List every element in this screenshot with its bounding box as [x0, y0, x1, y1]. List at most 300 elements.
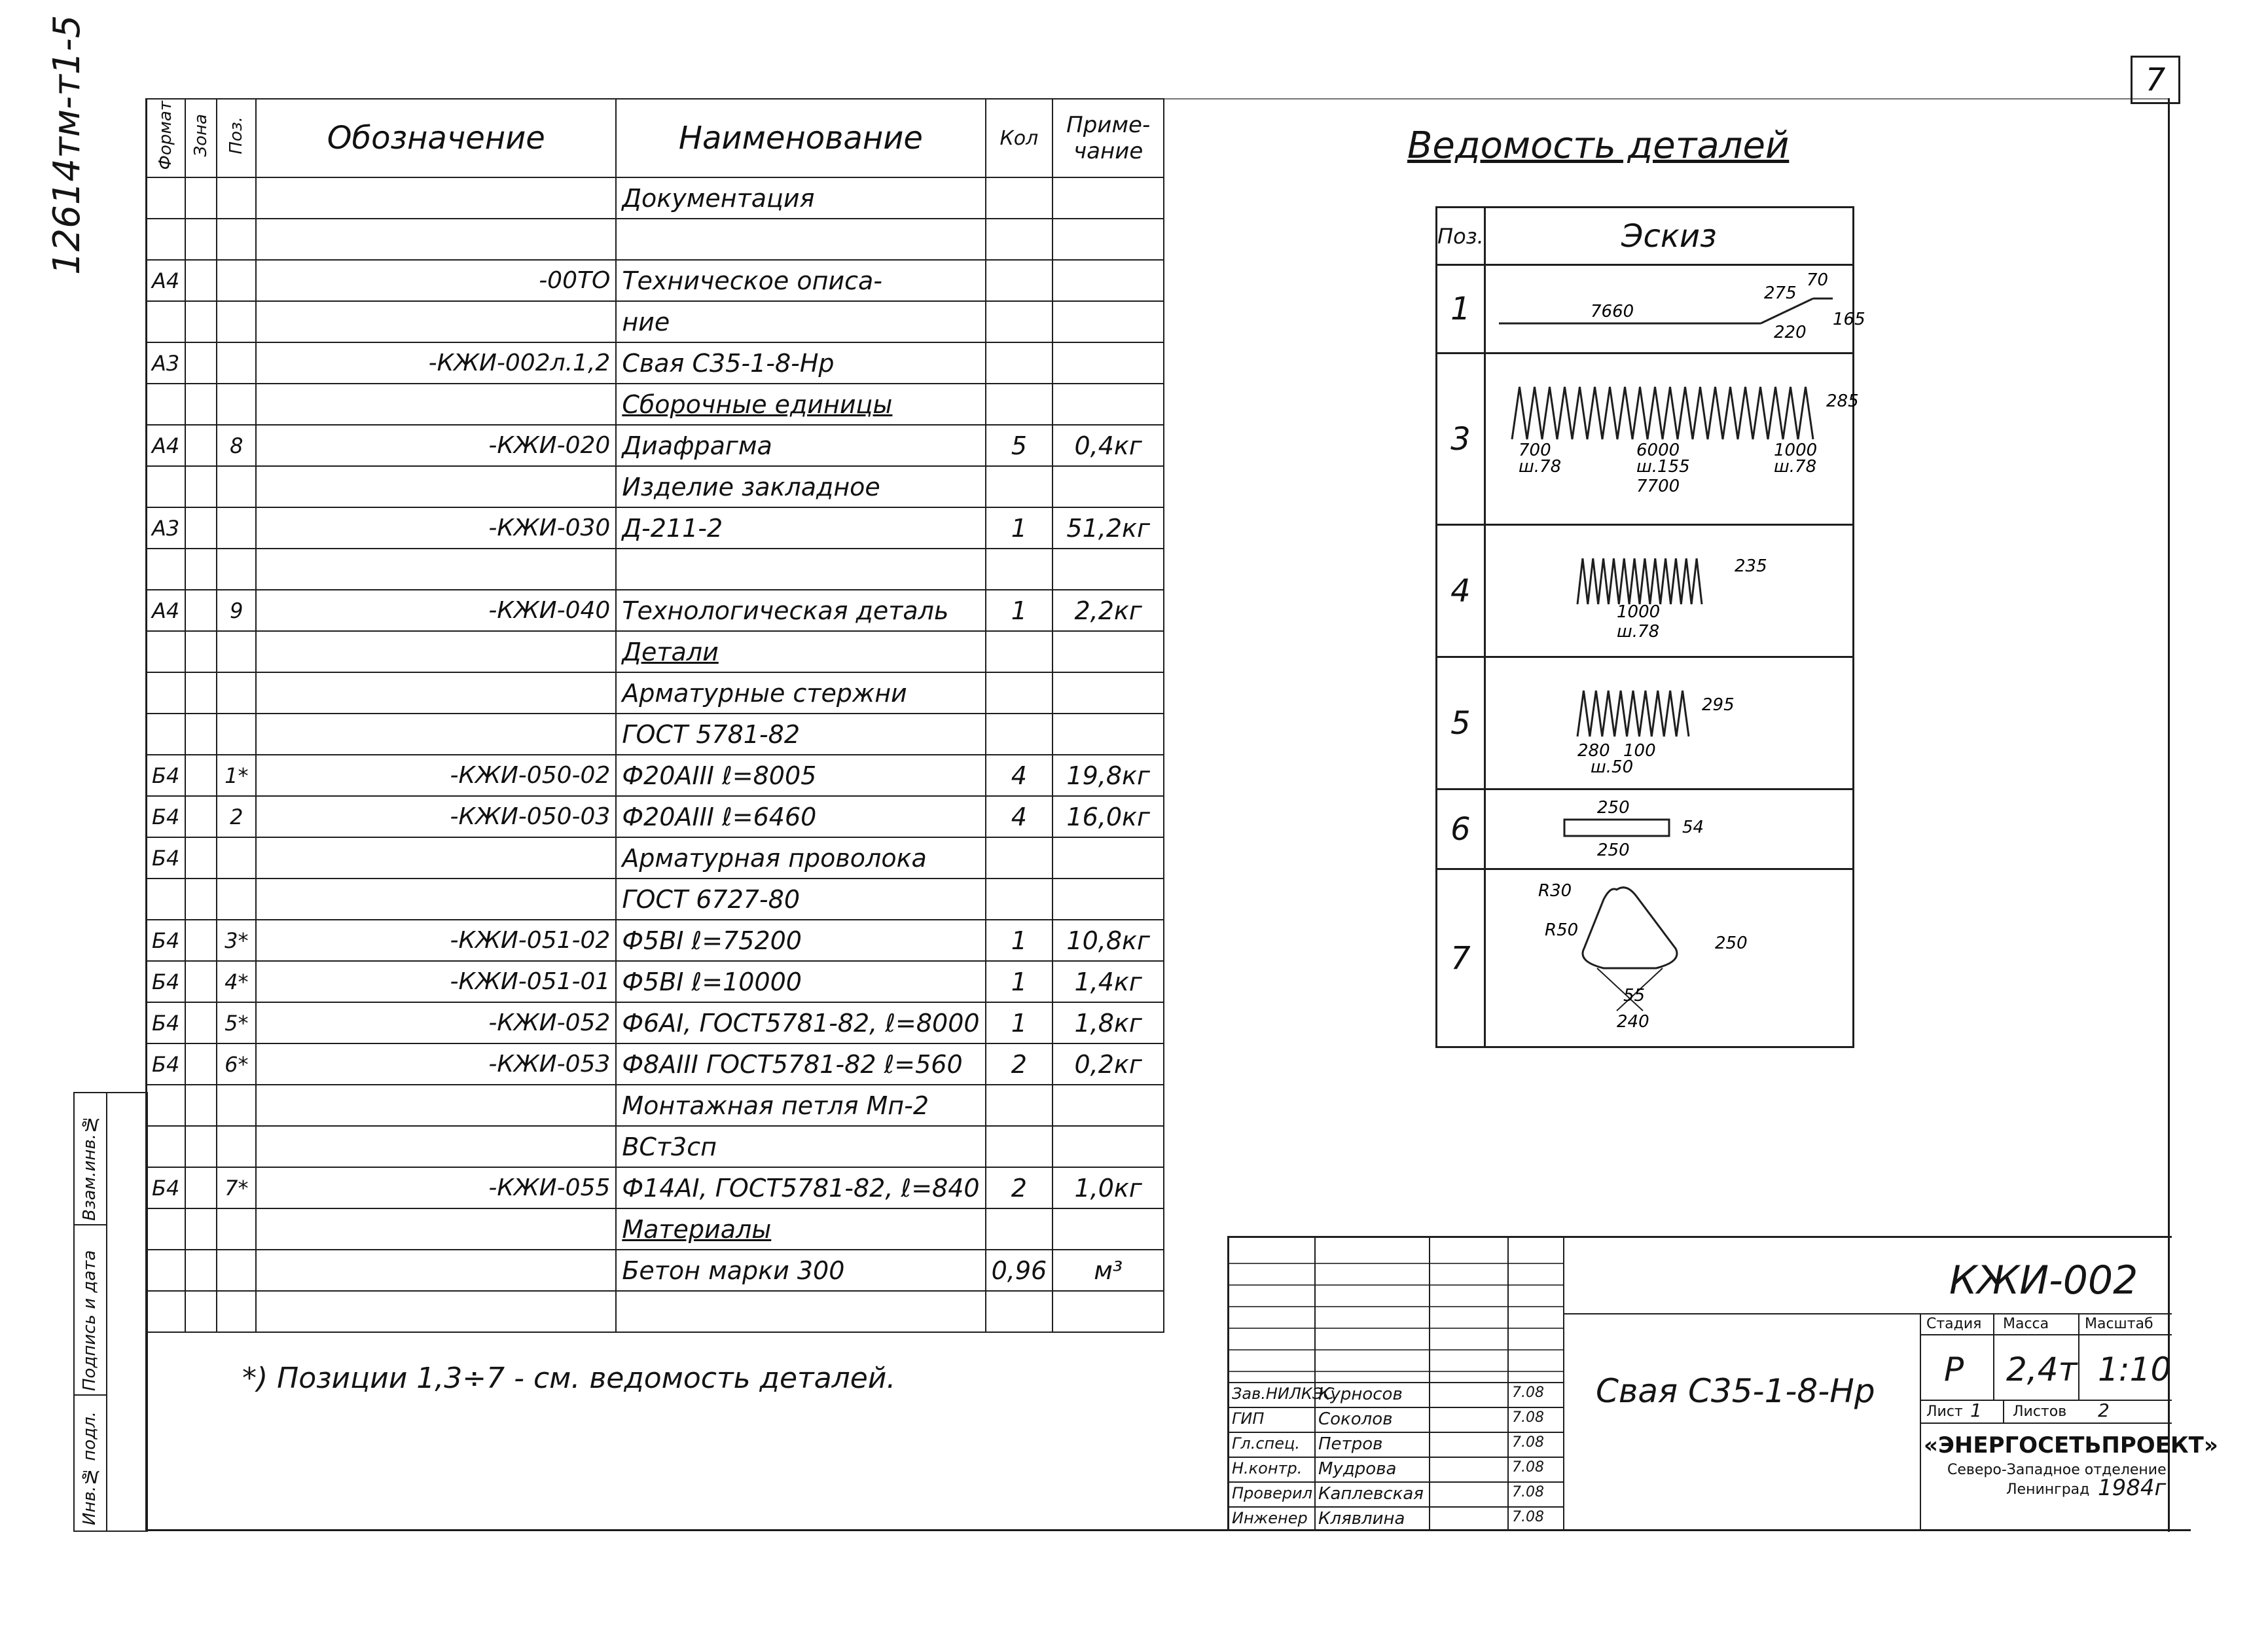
person-role: Гл.спец.: [1232, 1434, 1300, 1453]
spec-row: [146, 1126, 1164, 1167]
spec-qty: [986, 384, 1053, 425]
detail-row-4: [1437, 525, 1854, 657]
spec-name: [616, 1291, 985, 1332]
spec-row: [146, 837, 1164, 879]
details-title: Ведомость деталей: [1407, 124, 1790, 167]
spec-name: Материалы: [616, 1208, 985, 1250]
title-code: КЖИ-002: [1949, 1258, 2138, 1303]
spec-designation: -КЖИ-020: [256, 425, 616, 466]
org-city: Ленинград: [2006, 1481, 2090, 1498]
detail-row-3: [1437, 353, 1854, 525]
spec-zone: [185, 260, 217, 301]
person-date: 7.08: [1512, 1459, 1544, 1476]
org-name: «ЭНЕРГОСЕТЬПРОЕКТ»: [1924, 1432, 2218, 1459]
person-date: 7.08: [1512, 1434, 1544, 1451]
spec-row: [146, 590, 1164, 631]
spec-name: Технологическая деталь: [616, 590, 985, 631]
spec-name: Техническое описа-: [616, 260, 985, 301]
spec-pos: [217, 879, 256, 920]
spec-name: ние: [616, 301, 985, 342]
spec-zone: [185, 301, 217, 342]
header-qty: Кол: [986, 99, 1053, 177]
header-pos: Поз.: [226, 117, 247, 154]
spec-zone: [185, 590, 217, 631]
spec-row: [146, 549, 1164, 590]
sketch-1-dim-a: 7660: [1590, 302, 1634, 321]
sketch-1-dim-c: 70: [1806, 270, 1828, 290]
spec-qty: 4: [986, 796, 1053, 837]
spec-zone: [185, 1291, 217, 1332]
spec-row: [146, 714, 1164, 755]
side-sign: Подпись и дата: [80, 1250, 99, 1391]
spec-pos: [217, 631, 256, 672]
spec-format: Б4: [146, 961, 185, 1002]
person-name: Мудрова: [1318, 1459, 1397, 1479]
spec-designation: [256, 1291, 616, 1332]
spec-name: Ф20АIII ℓ=6460: [616, 796, 985, 837]
spec-format: [146, 384, 185, 425]
spec-note: [1053, 260, 1164, 301]
org-branch: Северо-Западное отделение: [1947, 1462, 2167, 1478]
spec-name: Ф20АIII ℓ=8005: [616, 755, 985, 796]
spec-name: [616, 219, 985, 260]
person-date: 7.08: [1512, 1509, 1544, 1525]
spec-designation: [256, 466, 616, 507]
spec-format: [146, 879, 185, 920]
spec-format: [146, 1208, 185, 1250]
spec-format: А4: [146, 260, 185, 301]
detail-pos-7: 7: [1437, 869, 1485, 1047]
spec-designation: [256, 384, 616, 425]
spec-zone: [185, 1126, 217, 1167]
spec-pos: [217, 1126, 256, 1167]
spec-footnote: *) Позиции 1,3÷7 - см. ведомость деталей.: [242, 1362, 896, 1395]
spec-designation: [256, 631, 616, 672]
spec-designation: [256, 1208, 616, 1250]
sketch-5-dim-b: 100: [1623, 741, 1656, 761]
sketch-6-dim-c: 54: [1682, 818, 1704, 837]
spec-note: [1053, 631, 1164, 672]
sketch-7-dim-e: 240: [1616, 1012, 1649, 1032]
spec-row: [146, 1208, 1164, 1250]
spec-designation: [256, 549, 616, 590]
spec-row: [146, 342, 1164, 384]
spec-note: 1,8кг: [1053, 1002, 1164, 1043]
sheet-label: Лист: [1926, 1404, 1963, 1420]
sheets-label: Листов: [2013, 1404, 2067, 1420]
spec-designation: [256, 219, 616, 260]
person-name: Клявлина: [1318, 1509, 1405, 1529]
spec-zone: [185, 961, 217, 1002]
spec-qty: 1: [986, 507, 1053, 549]
title-block: [1227, 1236, 2218, 1531]
spec-row: [146, 631, 1164, 672]
spec-name: Ф5ВI ℓ=75200: [616, 920, 985, 961]
spec-qty: [986, 714, 1053, 755]
sketch-4-dim-b: ш.78: [1616, 622, 1659, 642]
mass-label: Масса: [2003, 1316, 2049, 1332]
spec-designation: -КЖИ-051-02: [256, 920, 616, 961]
spec-note: [1053, 466, 1164, 507]
spec-name: ГОСТ 6727-80: [616, 879, 985, 920]
spec-name: Ф6АI, ГОСТ5781-82, ℓ=8000: [616, 1002, 985, 1043]
spec-note: 16,0кг: [1053, 796, 1164, 837]
sketch-5-dim-d: 295: [1701, 695, 1735, 715]
spec-pos: [217, 1291, 256, 1332]
spec-zone: [185, 177, 217, 219]
spec-qty: [986, 466, 1053, 507]
title-right: [1921, 1314, 2218, 1531]
spec-row: [146, 1085, 1164, 1126]
sketch-4: [1486, 526, 1852, 653]
spec-name: Изделие закладное: [616, 466, 985, 507]
spec-name: Детали: [616, 631, 985, 672]
person-role: ГИП: [1232, 1409, 1265, 1428]
spec-zone: [185, 466, 217, 507]
title-people: [1229, 1238, 1564, 1531]
mass-value: 2,4т: [2006, 1350, 2078, 1388]
detail-pos-4: 4: [1437, 525, 1485, 657]
spec-zone: [185, 425, 217, 466]
spec-designation: -КЖИ-055: [256, 1167, 616, 1208]
spec-name: Бетон марки 300: [616, 1250, 985, 1291]
org-year: 1984г: [2098, 1475, 2167, 1501]
spec-format: [146, 1126, 185, 1167]
detail-pos-1: 1: [1437, 265, 1485, 353]
spec-format: [146, 672, 185, 714]
sketch-6-dim-a: 250: [1596, 798, 1630, 818]
spec-zone: [185, 879, 217, 920]
spec-qty: 2: [986, 1167, 1053, 1208]
sketch-1-dim-b: 275: [1763, 283, 1797, 303]
sketch-5-dim-a: 280: [1577, 741, 1610, 761]
spec-pos: 8: [217, 425, 256, 466]
spec-pos: [217, 1250, 256, 1291]
side-code: 12614тм-т1-5: [46, 14, 88, 275]
spec-zone: [185, 796, 217, 837]
spec-format: [146, 301, 185, 342]
spec-format: Б4: [146, 1002, 185, 1043]
sketch-7-dim-b: R50: [1544, 920, 1578, 940]
spec-designation: [256, 879, 616, 920]
spec-pos: [217, 301, 256, 342]
spec-qty: 1: [986, 1002, 1053, 1043]
spec-zone: [185, 507, 217, 549]
sheet-value: 1: [1970, 1400, 1982, 1421]
spec-row: [146, 425, 1164, 466]
spec-format: Б4: [146, 920, 185, 961]
scale-label: Масштаб: [2085, 1316, 2153, 1332]
spec-designation: [256, 177, 616, 219]
person-role: Инженер: [1232, 1509, 1308, 1527]
spec-note: [1053, 301, 1164, 342]
spec-qty: 1: [986, 961, 1053, 1002]
spec-zone: [185, 219, 217, 260]
spec-note: [1053, 384, 1164, 425]
spec-format: Б4: [146, 1167, 185, 1208]
spec-row: [146, 1167, 1164, 1208]
spec-format: [146, 549, 185, 590]
spec-name: Ф8АIII ГОСТ5781-82 ℓ=560: [616, 1043, 985, 1085]
spec-zone: [185, 920, 217, 961]
spec-note: [1053, 219, 1164, 260]
detail-row-7: [1437, 869, 1854, 1047]
spec-name: Диафрагма: [616, 425, 985, 466]
spec-note: 0,4кг: [1053, 425, 1164, 466]
detail-pos-5: 5: [1437, 657, 1485, 789]
spec-name: Документация: [616, 177, 985, 219]
spec-zone: [185, 755, 217, 796]
spec-pos: [217, 219, 256, 260]
sketch-3-dim-b: ш.78: [1518, 457, 1561, 477]
spec-name: ВСт3сп: [616, 1126, 985, 1167]
sketch-6-dim-b: 250: [1596, 841, 1630, 860]
spec-qty: [986, 631, 1053, 672]
stage-value: Р: [1944, 1350, 1964, 1388]
spec-format: [146, 1291, 185, 1332]
spec-zone: [185, 1250, 217, 1291]
spec-pos: [217, 837, 256, 879]
stage-label: Стадия: [1926, 1316, 1982, 1332]
spec-pos: 4*: [217, 961, 256, 1002]
spec-pos: [217, 342, 256, 384]
spec-zone: [185, 1167, 217, 1208]
spec-name: Монтажная петля Мп-2: [616, 1085, 985, 1126]
spec-note: 10,8кг: [1053, 920, 1164, 961]
spec-row: [146, 672, 1164, 714]
title-name: Свая С35-1-8-Нр: [1596, 1372, 1875, 1410]
spec-name: [616, 549, 985, 590]
spec-designation: [256, 1250, 616, 1291]
spec-designation: -КЖИ-002л.1,2: [256, 342, 616, 384]
sketch-5-dim-c: ш.50: [1590, 757, 1633, 777]
spec-pos: [217, 714, 256, 755]
spec-zone: [185, 837, 217, 879]
detail-row-5: [1437, 657, 1854, 789]
spec-qty: [986, 219, 1053, 260]
spec-note: [1053, 1126, 1164, 1167]
spec-note: [1053, 714, 1164, 755]
sketch-3-dim-g: 7700: [1636, 477, 1680, 496]
spec-qty: [986, 837, 1053, 879]
sketch-1-dim-d: 220: [1773, 323, 1807, 342]
spec-designation: [256, 1126, 616, 1167]
spec-qty: 4: [986, 755, 1053, 796]
spec-row: [146, 879, 1164, 920]
spec-pos: 5*: [217, 1002, 256, 1043]
spec-pos: [217, 466, 256, 507]
person-name: Соколов: [1318, 1409, 1393, 1429]
spec-row: [146, 796, 1164, 837]
spec-qty: 1: [986, 920, 1053, 961]
spec-designation: [256, 301, 616, 342]
spec-row: [146, 920, 1164, 961]
spec-format: [146, 631, 185, 672]
spec-qty: [986, 177, 1053, 219]
person-name: Петров: [1318, 1434, 1383, 1454]
spec-qty: [986, 672, 1053, 714]
spec-pos: 9: [217, 590, 256, 631]
header-zone: Зона: [191, 114, 211, 157]
spec-qty: [986, 260, 1053, 301]
spec-note: [1053, 1208, 1164, 1250]
header-name: Наименование: [616, 99, 985, 177]
spec-qty: [986, 1126, 1053, 1167]
person-role: Проверил: [1232, 1484, 1313, 1502]
spec-note: [1053, 1085, 1164, 1126]
spec-pos: [217, 672, 256, 714]
spec-format: Б4: [146, 755, 185, 796]
spec-pos: 1*: [217, 755, 256, 796]
spec-pos: [217, 260, 256, 301]
spec-note: м³: [1053, 1250, 1164, 1291]
spec-row: [146, 177, 1164, 219]
spec-format: Б4: [146, 837, 185, 879]
details-col-pos: Поз.: [1437, 208, 1485, 265]
sketch-3-dim-h: 285: [1826, 391, 1859, 411]
spec-qty: [986, 879, 1053, 920]
spec-row: [146, 1250, 1164, 1291]
spec-format: А3: [146, 507, 185, 549]
header-format: Формат: [156, 101, 176, 170]
spec-note: 2,2кг: [1053, 590, 1164, 631]
spec-zone: [185, 714, 217, 755]
spec-format: Б4: [146, 796, 185, 837]
spec-pos: [217, 507, 256, 549]
spec-row: [146, 301, 1164, 342]
spec-note: [1053, 549, 1164, 590]
side-stamp: [73, 1092, 148, 1532]
detail-pos-3: 3: [1437, 353, 1485, 525]
spec-name: ГОСТ 5781-82: [616, 714, 985, 755]
sketch-1: [1486, 266, 1865, 350]
person-date: 7.08: [1512, 1385, 1544, 1401]
sketch-5: [1486, 658, 1852, 786]
sketch-3-dim-c: 6000: [1636, 441, 1680, 460]
spec-row: [146, 260, 1164, 301]
spec-designation: -КЖИ-050-03: [256, 796, 616, 837]
spec-note: [1053, 1291, 1164, 1332]
spec-designation: -КЖИ-050-02: [256, 755, 616, 796]
sketch-3-dim-a: 700: [1518, 441, 1551, 460]
spec-name: Сборочные единицы: [616, 384, 985, 425]
spec-designation: -00ТО: [256, 260, 616, 301]
spec-format: Б4: [146, 1043, 185, 1085]
sketch-3-dim-d: ш.155: [1636, 457, 1690, 477]
spec-pos: [217, 177, 256, 219]
spec-designation: -КЖИ-053: [256, 1043, 616, 1085]
spec-format: А4: [146, 425, 185, 466]
spec-qty: 0,96: [986, 1250, 1053, 1291]
sketch-3-dim-e: 1000: [1773, 441, 1817, 460]
person-role: Зав.НИЛКЭС: [1232, 1385, 1335, 1403]
spec-note: 1,4кг: [1053, 961, 1164, 1002]
spec-pos: 7*: [217, 1167, 256, 1208]
sketch-6: [1486, 790, 1852, 865]
spec-note: [1053, 837, 1164, 879]
spec-qty: 2: [986, 1043, 1053, 1085]
spec-format: [146, 1085, 185, 1126]
side-inv: Инв.№ подл.: [80, 1411, 99, 1525]
spec-designation: -КЖИ-030: [256, 507, 616, 549]
spec-format: [146, 177, 185, 219]
spec-qty: 5: [986, 425, 1053, 466]
person-date: 7.08: [1512, 1409, 1544, 1426]
sketch-4-dim-a: 1000: [1616, 602, 1660, 622]
spec-pos: [217, 384, 256, 425]
spec-format: [146, 466, 185, 507]
spec-name: Свая С35-1-8-Нр: [616, 342, 985, 384]
spec-zone: [185, 1208, 217, 1250]
detail-pos-6: 6: [1437, 789, 1485, 869]
spec-header-row: [146, 99, 1164, 177]
spec-row: [146, 507, 1164, 549]
spec-designation: -КЖИ-052: [256, 1002, 616, 1043]
spec-zone: [185, 549, 217, 590]
sketch-7-dim-a: R30: [1538, 881, 1572, 901]
spec-pos: 2: [217, 796, 256, 837]
spec-designation: -КЖИ-040: [256, 590, 616, 631]
scale-value: 1:10: [2098, 1350, 2172, 1388]
details-table: [1435, 206, 1865, 1048]
spec-zone: [185, 1043, 217, 1085]
spec-qty: 1: [986, 590, 1053, 631]
spec-note: 0,2кг: [1053, 1043, 1164, 1085]
spec-row: [146, 961, 1164, 1002]
spec-format: А4: [146, 590, 185, 631]
spec-name: Арматурные стержни: [616, 672, 985, 714]
spec-zone: [185, 1085, 217, 1126]
spec-row: [146, 1043, 1164, 1085]
sketch-4-dim-c: 235: [1734, 556, 1767, 576]
spec-qty: [986, 549, 1053, 590]
spec-format: А3: [146, 342, 185, 384]
person-role: Н.контр.: [1232, 1459, 1303, 1477]
spec-qty: [986, 1291, 1053, 1332]
header-note: Приме- чание: [1053, 99, 1164, 177]
sketch-7-dim-d: 55: [1623, 986, 1645, 1006]
spec-note: 1,0кг: [1053, 1167, 1164, 1208]
spec-row: [146, 384, 1164, 425]
detail-row-1: [1437, 265, 1854, 353]
sketch-3: [1486, 354, 1859, 521]
spec-pos: [217, 1085, 256, 1126]
person-date: 7.08: [1512, 1484, 1544, 1500]
sketch-7-dim-c: 250: [1714, 933, 1748, 953]
spec-zone: [185, 342, 217, 384]
spec-note: [1053, 672, 1164, 714]
spec-note: [1053, 879, 1164, 920]
spec-pos: 6*: [217, 1043, 256, 1085]
spec-name: Арматурная проволока: [616, 837, 985, 879]
person-name: Каплевская: [1318, 1484, 1424, 1504]
spec-format: [146, 714, 185, 755]
spec-designation: [256, 837, 616, 879]
spec-zone: [185, 631, 217, 672]
spec-zone: [185, 1002, 217, 1043]
spec-note: 19,8кг: [1053, 755, 1164, 796]
spec-row: [146, 1291, 1164, 1332]
spec-table: [145, 98, 1164, 1333]
sketch-3-dim-f: ш.78: [1773, 457, 1816, 477]
spec-pos: [217, 549, 256, 590]
spec-row: [146, 1002, 1164, 1043]
spec-designation: [256, 672, 616, 714]
spec-name: Ф5ВI ℓ=10000: [616, 961, 985, 1002]
spec-designation: [256, 1085, 616, 1126]
spec-note: [1053, 342, 1164, 384]
spec-pos: [217, 1208, 256, 1250]
